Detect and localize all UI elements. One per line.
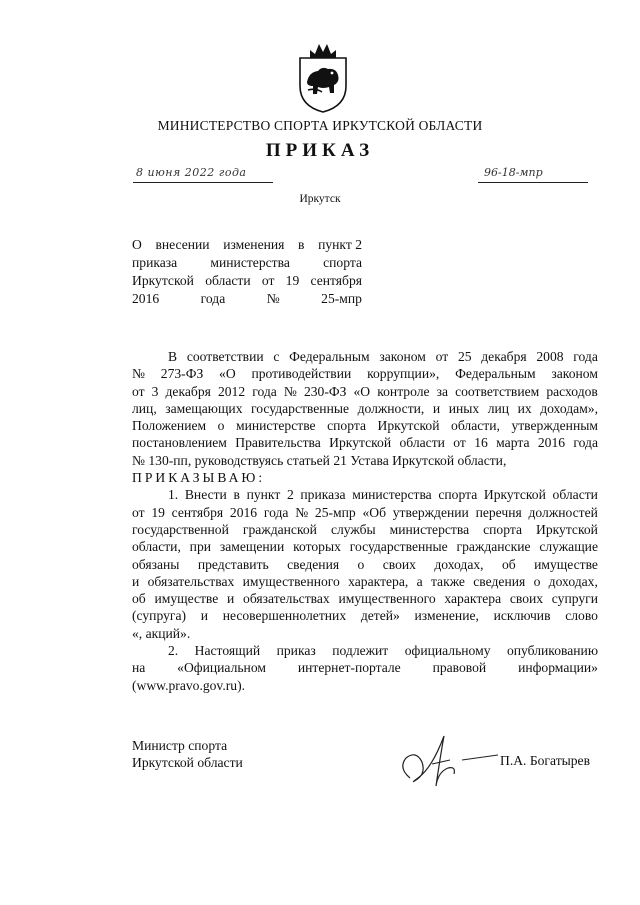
order-title: ПРИКАЗ (265, 140, 375, 161)
body-word: Настоящий (194, 643, 261, 659)
body-word: 25 (457, 349, 472, 364)
body-word: Иркутской (329, 435, 392, 451)
handwritten-signature-icon (392, 728, 502, 798)
body-word: расходов (546, 383, 598, 399)
body-word: государственные (349, 539, 448, 555)
body-word: о (533, 573, 541, 589)
body-word: спорта (483, 521, 522, 537)
body-line (132, 642, 598, 659)
body-word: (супруга) (132, 608, 187, 624)
body-word: лиц (487, 400, 510, 416)
body-word: об (132, 591, 146, 607)
body-word: службы (330, 521, 376, 537)
body-word: пункт (246, 487, 281, 503)
body-word: «, акций». (132, 625, 191, 641)
order-directive (132, 469, 598, 486)
body-word: министерства (352, 487, 432, 503)
body-word: о (217, 418, 225, 434)
body-word: года (263, 504, 289, 520)
subject-word: пункт 2 (318, 237, 362, 252)
subject-word: сентября (310, 273, 362, 288)
body-word: области, (451, 418, 500, 434)
order-subject (132, 236, 362, 308)
body-word: коррупции», (367, 366, 440, 382)
body-line (132, 625, 598, 642)
body-word: области (552, 487, 598, 503)
body-word: года (573, 435, 598, 451)
body-word: должностей (528, 504, 598, 520)
body-word: «О (219, 366, 236, 382)
body-word: утвержденным (511, 418, 598, 434)
body-line (132, 607, 598, 624)
body-word: противодействии (251, 366, 352, 382)
body-word: обязаны (132, 556, 180, 572)
body-word: 2016 (537, 435, 566, 451)
subject-word: министерства (210, 255, 290, 270)
body-word: доходам», (540, 400, 598, 416)
signatory-title-line: Иркутской области (132, 755, 243, 771)
body-word: № 130-пп, руководствуясь статьей 21 Устава Иркутской области, (132, 452, 507, 468)
body-line (132, 486, 598, 503)
body-word: несовершеннолетних (222, 608, 347, 624)
body-word: Внести (184, 487, 227, 503)
body-word: 3 (151, 383, 159, 399)
signatory-name: П.А. Богатырев (500, 753, 591, 768)
body-line (132, 538, 598, 555)
body-word: 1. (168, 487, 179, 503)
body-word: лиц, (132, 400, 157, 416)
body-word: марта (496, 435, 530, 451)
body-word: а (416, 573, 423, 589)
body-word: с (273, 349, 280, 364)
body-word: о (357, 556, 365, 572)
body-word: детей» (360, 608, 400, 624)
body-word: гражданской (242, 521, 317, 537)
body-word: № (132, 366, 145, 382)
body-word: Иркутской (483, 487, 546, 503)
body-word: характера, (348, 573, 409, 589)
body-word: законом (551, 366, 598, 382)
order-date: 8 июня 2022 года (136, 166, 247, 179)
subject-word: области (205, 273, 251, 288)
body-word: своих (382, 556, 416, 572)
body-word: при (189, 539, 212, 555)
body-word: и (432, 400, 441, 416)
body-word: официальному (404, 643, 491, 659)
body-word: опубликованию (506, 643, 598, 659)
body-word: приказ (276, 643, 316, 659)
body-line (132, 573, 598, 590)
body-word: приказа (300, 487, 346, 503)
body-word: 2008 (536, 349, 564, 364)
subject-line (132, 254, 362, 272)
body-line (132, 383, 598, 400)
body-line (132, 521, 598, 538)
body-line (132, 348, 598, 365)
body-line (132, 434, 598, 451)
body-word: года (252, 383, 277, 399)
body-word: «Об (362, 504, 386, 520)
body-word: перечня (475, 504, 522, 520)
subject-word: 25-мпр (321, 291, 362, 306)
body-line (132, 365, 598, 382)
body-word: от (435, 349, 449, 364)
subject-line (132, 290, 362, 308)
body-word: и (132, 573, 140, 589)
body-word: года (573, 349, 598, 364)
body-word: должности, (357, 400, 425, 416)
body-word: своих (509, 591, 544, 607)
body-word: за (436, 383, 449, 399)
body-word: имуществе (154, 591, 219, 607)
coat-of-arms-icon (296, 38, 350, 114)
subject-word: изменения (223, 237, 285, 252)
body-word: законом (379, 349, 426, 364)
body-word: 2012 (217, 383, 246, 399)
body-word: контроле (377, 383, 430, 399)
body-word: спорта (327, 418, 366, 434)
body-word: замещающих (165, 400, 243, 416)
body-word: области (399, 435, 445, 451)
body-word: (www.pravo.gov.ru). (132, 677, 245, 693)
body-word: изменение, (414, 608, 479, 624)
body-word: от (132, 504, 145, 520)
body-word: имущественного (338, 591, 436, 607)
body-line (132, 590, 598, 607)
body-word: об (501, 556, 516, 572)
signatory-title (132, 737, 243, 772)
body-word: соответствии (186, 349, 264, 364)
body-word: информации» (518, 660, 598, 676)
body-line (132, 400, 598, 417)
body-word: 2 (286, 487, 294, 503)
body-word: доходах, (434, 556, 484, 572)
signatory-title-line: Министр спорта (132, 738, 228, 753)
subject-word: 19 (285, 273, 300, 288)
body-word: гражданские (456, 539, 531, 555)
body-word: от (453, 435, 466, 451)
body-line (132, 677, 598, 694)
body-word: представить (197, 556, 269, 572)
body-line (132, 452, 598, 469)
body-word: Иркутской (377, 418, 440, 434)
body-word: сведения (473, 573, 526, 589)
body-word: области, (132, 539, 181, 555)
body-word: и (227, 591, 235, 607)
subject-word: № (266, 291, 280, 306)
subject-word: от (261, 273, 275, 288)
body-word: в (233, 487, 240, 503)
body-word: «Официальном (177, 660, 266, 676)
body-word: обязательствах (147, 573, 235, 589)
subject-word: приказа (132, 255, 178, 270)
body-word: Федеральным (289, 349, 370, 364)
body-word: правовой (432, 660, 487, 676)
body-word: соответствием (455, 383, 540, 399)
subject-word: О (132, 237, 142, 252)
subject-word: 2016 (132, 291, 160, 306)
body-word: также (430, 573, 465, 589)
subject-word: в (298, 237, 305, 252)
body-word: сентября (171, 504, 224, 520)
body-word: 2. (168, 643, 179, 659)
body-word: 25-мпр (314, 504, 356, 520)
city-name: Иркутск (299, 193, 341, 205)
body-word: имущественного (242, 573, 340, 589)
body-word: декабря (481, 349, 527, 364)
body-word: слово (565, 608, 598, 624)
body-word: иных (448, 400, 480, 416)
body-word: имуществе (534, 556, 598, 572)
body-word: ПРИКАЗЫВАЮ: (132, 470, 266, 486)
body-word: постановлением (132, 435, 227, 451)
body-word: декабря (165, 383, 211, 399)
ministry-name: МИНИСТЕРСТВО СПОРТА ИРКУТСКОЙ ОБЛАСТИ (157, 118, 483, 133)
body-line (132, 556, 598, 573)
body-word: обязательствах (243, 591, 330, 607)
body-word: которых (293, 539, 341, 555)
body-word: замещении (219, 539, 285, 555)
body-line (132, 417, 598, 434)
body-word: характера (444, 591, 502, 607)
subject-line (132, 236, 362, 254)
body-word: доходах, (548, 573, 598, 589)
body-word: сведения (287, 556, 340, 572)
body-word: министерства (389, 521, 470, 537)
body-word: служащие (539, 539, 598, 555)
subject-word: внесении (155, 237, 210, 252)
body-word: супруги (551, 591, 598, 607)
subject-line (132, 272, 362, 290)
body-word: № (295, 504, 309, 520)
body-word: государственные (251, 400, 350, 416)
body-line (132, 504, 598, 521)
body-word: «О (353, 383, 371, 399)
body-word: Иркутской (536, 521, 598, 537)
body-word: Федеральным (455, 366, 536, 382)
body-word: от (132, 383, 145, 399)
body-word: 273-ФЗ (160, 366, 204, 382)
body-word: № (283, 383, 297, 399)
body-word: интернет-портале (297, 660, 401, 676)
body-word: исключив (493, 608, 551, 624)
body-word: 16 (474, 435, 488, 451)
subject-word: года (200, 291, 226, 306)
body-word: спорта (438, 487, 478, 503)
order-body (132, 348, 598, 694)
body-line (132, 659, 598, 676)
subject-word: Иркутской (132, 273, 194, 288)
body-word: министерстве (236, 418, 316, 434)
body-word: Правительства (235, 435, 321, 451)
subject-word: спорта (323, 255, 362, 270)
body-word: 230-ФЗ (303, 383, 347, 399)
body-word: и (200, 608, 208, 624)
body-word: 19 (151, 504, 165, 520)
body-word: на (132, 660, 146, 676)
body-word: утверждении (392, 504, 469, 520)
body-word: 2016 (229, 504, 258, 520)
body-word: их (517, 400, 532, 416)
order-number: 96-18-мпр (484, 166, 543, 179)
body-word: В (168, 349, 178, 364)
body-word: Положением (132, 418, 207, 434)
body-word: государственной (132, 521, 229, 537)
body-word: подлежит (332, 643, 389, 659)
